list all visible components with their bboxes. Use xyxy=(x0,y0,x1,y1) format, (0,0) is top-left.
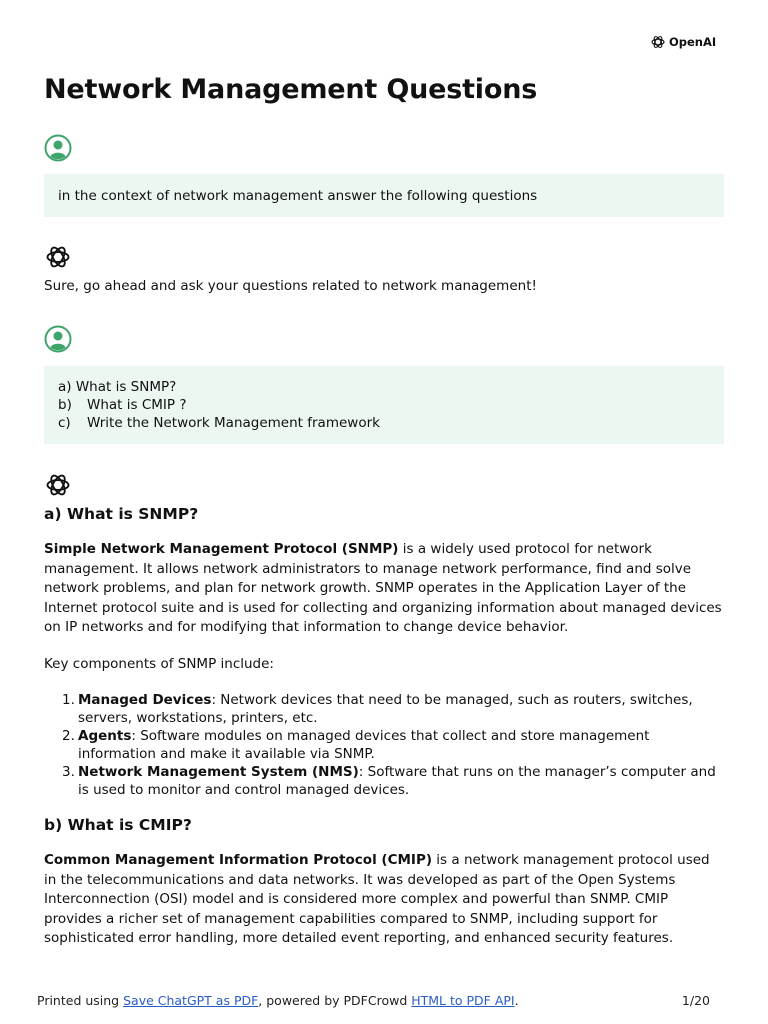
save-chatgpt-link[interactable]: Save ChatGPT as PDF xyxy=(123,993,259,1008)
list-number: 1. xyxy=(62,692,75,708)
assistant-message-text: Sure, go ahead and ask your questions related to network management! xyxy=(44,278,537,294)
question-line xyxy=(58,396,710,414)
component-desc: : Network devices that need to be managed, such as routers, switches, servers, workstations, printers, etc. xyxy=(78,692,693,726)
question-text: Write the Network Management framework xyxy=(87,415,380,431)
component-desc: : Software that runs on the manager’s computer and is used to monitor and control managed devices. xyxy=(78,764,716,798)
snmp-intro xyxy=(44,540,724,638)
snmp-components-intro: Key components of SNMP include: xyxy=(44,656,274,672)
cmip-term: Common Management Information Protocol (CMIP) xyxy=(44,852,433,868)
list-item xyxy=(44,763,724,799)
list-number: 2. xyxy=(62,728,75,744)
question-label: b) xyxy=(58,397,72,413)
openai-logo-icon xyxy=(44,471,72,499)
print-footer xyxy=(37,993,710,1008)
brand-name: OpenAI xyxy=(669,35,717,49)
snmp-components-list xyxy=(44,691,724,799)
page-number: 1/20 xyxy=(681,993,710,1008)
user-avatar-icon xyxy=(44,134,72,162)
user-message xyxy=(44,174,724,217)
question-label: a) What is SNMP? xyxy=(58,379,177,395)
snmp-description: is a widely used protocol for network management. It allows network administrators to manage network performance, find and solve network problems, and plan for network growth. SNMP operates in the Application Layer of the Internet protocol suite and is used for collecting and organizing information about managed devices on IP networks and for modifying that information to change device behavior. xyxy=(44,541,722,636)
page-title: Network Management Questions xyxy=(44,74,538,105)
component-term: Network Management System (NMS) xyxy=(78,764,359,780)
question-label: c) xyxy=(58,415,71,431)
openai-logo-icon xyxy=(44,243,72,271)
question-text: What is CMIP ? xyxy=(87,397,187,413)
user-message-text: in the context of network management answer the following questions xyxy=(58,188,538,204)
component-desc: : Software modules on managed devices that collect and store management information and make it available via SNMP. xyxy=(78,728,650,762)
list-item xyxy=(44,727,724,763)
snmp-heading: a) What is SNMP? xyxy=(44,505,199,523)
snmp-term: Simple Network Management Protocol (SNMP) xyxy=(44,541,399,557)
cmip-description: is a network management protocol used in the telecommunications and data networks. It was developed as part of the Open Systems Interconnection (OSI) model and is considered more complex and powerful than SNMP. CMIP provides a richer set of management capabilities compared to SNMP, including support for sophisticated error handling, more detailed event reporting, and enhanced security features. xyxy=(44,852,710,947)
footer-middle: , powered by PDFCrowd xyxy=(258,993,412,1008)
list-number: 3. xyxy=(62,764,75,780)
openai-logo-icon xyxy=(650,34,666,50)
footer-suffix: . xyxy=(514,993,519,1008)
component-term: Managed Devices xyxy=(78,692,212,708)
question-line xyxy=(58,414,710,432)
footer-prefix: Printed using xyxy=(37,993,124,1008)
html-to-pdf-link[interactable]: HTML to PDF API xyxy=(411,993,515,1008)
question-line xyxy=(58,378,710,396)
user-message xyxy=(44,366,724,444)
component-term: Agents xyxy=(78,728,132,744)
list-item xyxy=(44,691,724,727)
openai-brand xyxy=(650,34,716,50)
cmip-intro xyxy=(44,851,724,949)
user-avatar-icon xyxy=(44,325,72,353)
cmip-heading: b) What is CMIP? xyxy=(44,816,192,834)
